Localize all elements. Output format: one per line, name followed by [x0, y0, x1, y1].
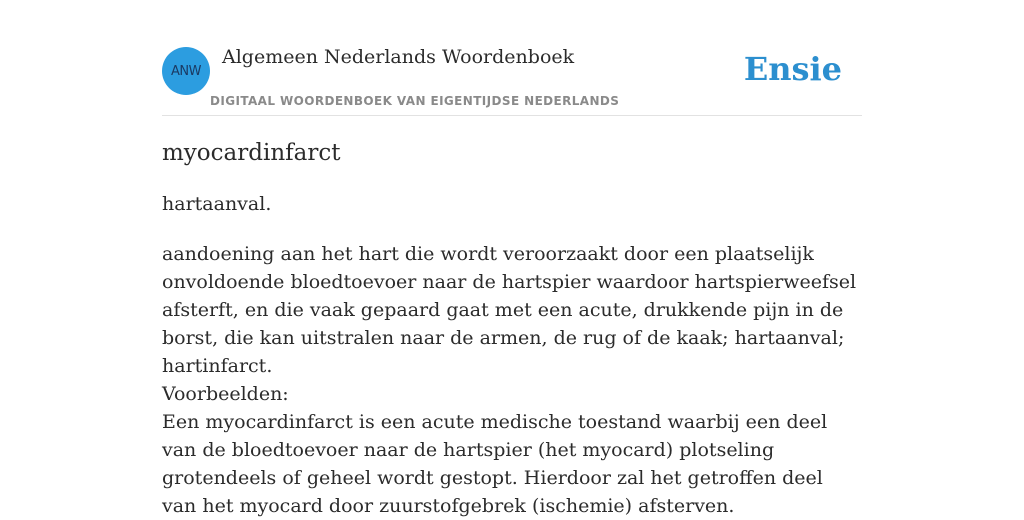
entry-short-definition: hartaanval.	[162, 193, 272, 215]
entry-definition: aandoening aan het hart die wordt veroorzaakt door een plaatselijk onvoldoende bloedtoevoer naar de hartspier waardoor hartspierweefsel afsterft, en die vaak gepaard gaat met een acute, drukkende pijn in de borst, die kan uitstralen naar de armen, de rug of de kaak; hartaanval; hartinfarct.	[162, 243, 857, 377]
page-container	[162, 0, 862, 517]
entry-headword: myocardinfarct	[162, 140, 341, 166]
example-text: Een myocardinfarct is een acute medische toestand waarbij een deel van de bloedtoevoer naar de hartspier (het myocard) plotseling grotendeels of geheel wordt gestopt. Hierdoor zal het getroffen deel van het myocard door zuurstofgebrek (ischemie) afsterven.	[162, 411, 828, 517]
ensie-brand-link[interactable]: Ensie	[743, 50, 842, 88]
site-subtitle: DIGITAAL WOORDENBOEK VAN EIGENTIJDSE NEDERLANDS	[210, 94, 620, 108]
header-divider	[162, 115, 862, 116]
site-header	[162, 0, 862, 116]
anw-logo[interactable]	[162, 47, 210, 95]
examples-label: Voorbeelden:	[162, 383, 289, 405]
anw-logo-text: ANW	[171, 63, 201, 79]
site-title[interactable]: Algemeen Nederlands Woordenboek	[222, 46, 575, 68]
